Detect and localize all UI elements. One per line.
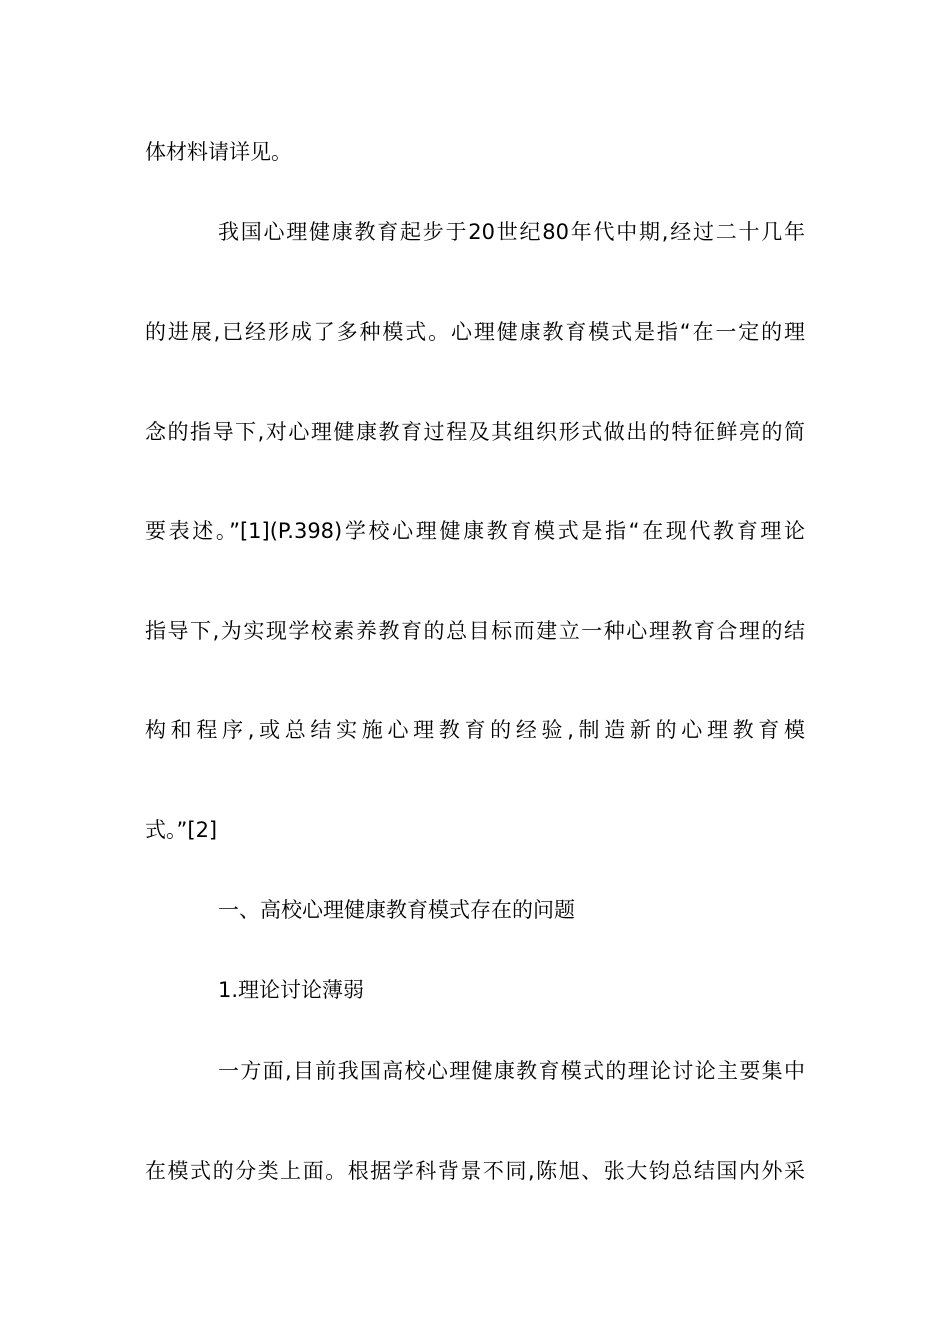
text-line: 我国心理健康教育起步于20世纪80年代中期,经过二十几年	[218, 220, 805, 244]
text-line: 的进展,已经形成了多种模式。心理健康教育模式是指“在一定的理	[145, 320, 805, 344]
text-line: 一方面,目前我国高校心理健康教育模式的理论讨论主要集中	[218, 1059, 805, 1083]
text-line: 式。”[2]	[145, 818, 218, 842]
text-line: 指导下,为实现学校素养教育的总目标而建立一种心理教育合理的结	[145, 619, 805, 643]
text-line: 要表述。”[1](P.398)学校心理健康教育模式是指“在现代教育理论	[145, 519, 805, 543]
text-line: 在模式的分类上面。根据学科背景不同,陈旭、张大钧总结国内外采	[145, 1159, 805, 1183]
text-line: 体材料请详见。	[145, 140, 292, 164]
text-line: 念的指导下,对心理健康教育过程及其组织形式做出的特征鲜亮的简	[145, 420, 805, 444]
subsection-heading: 1.理论讨论薄弱	[218, 978, 365, 1002]
text-line: 构和程序,或总结实施心理教育的经验,制造新的心理教育模	[145, 718, 805, 742]
section-heading: 一、高校心理健康教育模式存在的问题	[218, 898, 575, 922]
